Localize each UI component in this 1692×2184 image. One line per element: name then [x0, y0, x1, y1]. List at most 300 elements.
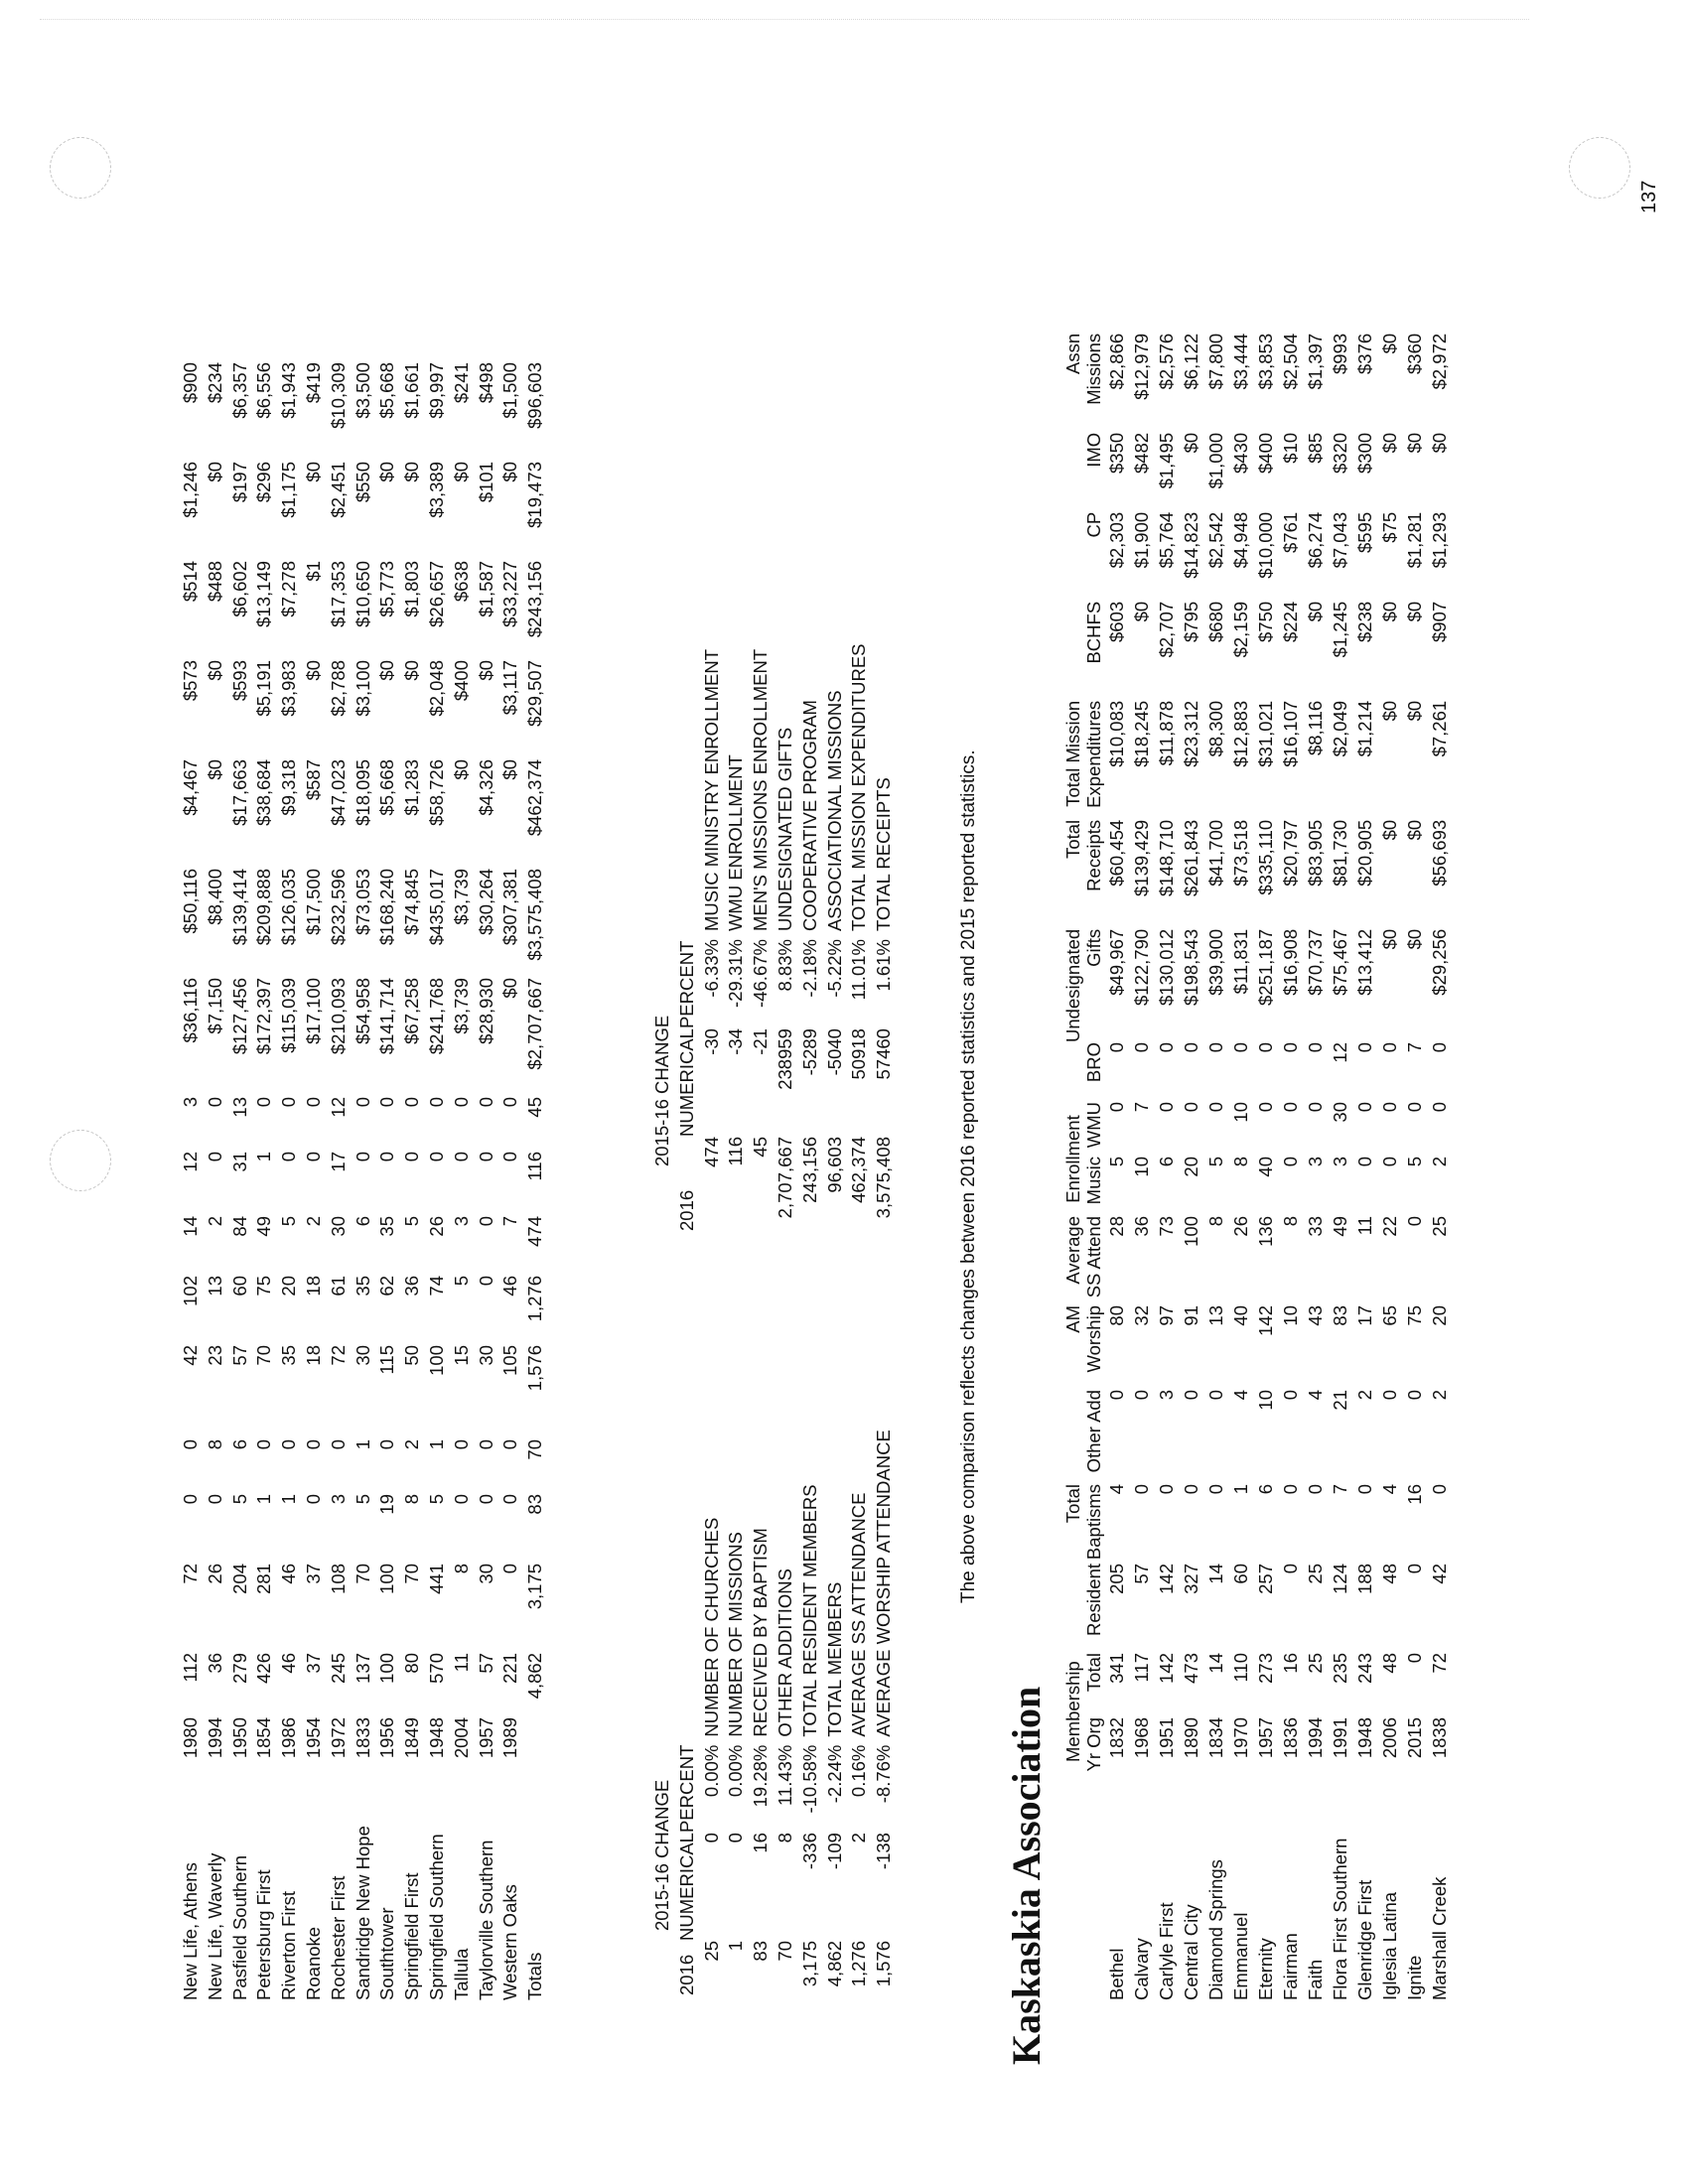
table-cell: 6	[352, 1216, 373, 1227]
table-cell: 2	[302, 1216, 324, 1227]
table-cell: $2,707,667	[524, 978, 546, 1070]
table-cell: $12,979	[1131, 333, 1152, 400]
table-cell: $8,400	[204, 869, 225, 925]
table-cell: 100	[1181, 1216, 1201, 1247]
table-cell: 14	[1205, 1653, 1226, 1674]
summary-row	[823, 572, 848, 1231]
table-cell: 0	[1131, 1042, 1152, 1053]
table-cell: 0	[450, 1494, 472, 1505]
table-cell: 1950	[228, 1717, 250, 1759]
summary-cell: 462,374	[848, 1137, 870, 1203]
table-cell: $198,543	[1181, 928, 1201, 1006]
table-cell: 1	[253, 1494, 275, 1505]
table-cell: 0	[425, 1097, 447, 1108]
column-header: IMO	[1083, 432, 1104, 468]
table-cell: 1980	[180, 1717, 201, 1759]
table-cell: $11,831	[1230, 928, 1251, 995]
table-cell: Springfield Southern	[425, 1834, 447, 2000]
table-cell: 1972	[327, 1717, 349, 1759]
table-cell: 4	[1230, 1390, 1251, 1401]
table-cell: $13,412	[1354, 928, 1375, 996]
table-row	[450, 362, 475, 2000]
table-cell: $7,278	[278, 561, 300, 617]
table-cell: $10,000	[1255, 511, 1276, 579]
table-cell: 0	[1230, 1042, 1251, 1053]
table-row	[302, 362, 327, 2000]
table-cell: 10	[1131, 1157, 1152, 1177]
table-cell: $595	[1354, 511, 1375, 553]
table-cell: 0	[180, 1494, 201, 1505]
table-cell: 0	[1404, 1653, 1425, 1664]
summary-cell: TOTAL RESIDENT MEMBERS	[798, 1484, 820, 1737]
col-header	[675, 1418, 700, 1745]
table-cell: $49,967	[1106, 928, 1127, 996]
table-cell: 1957	[475, 1717, 496, 1759]
summary-cell: -46.67%	[750, 939, 772, 1008]
table-cell: Springfield First	[401, 1872, 423, 2000]
group-header: Assn	[1062, 333, 1083, 374]
table-cell: 441	[425, 1564, 447, 1594]
table-cell: 0	[499, 1097, 521, 1108]
group-header: Total	[1062, 819, 1083, 859]
table-cell: 110	[1230, 1653, 1251, 1683]
table-cell: $6,357	[228, 362, 250, 419]
summary-row	[823, 1418, 848, 1995]
table-cell: $0	[302, 660, 324, 681]
table-cell: $1,500	[499, 362, 521, 419]
table-cell: Marshall Creek	[1429, 1876, 1450, 2000]
table-cell: 35	[376, 1216, 398, 1237]
table-cell: 0	[302, 1097, 324, 1108]
table-cell: $7,261	[1429, 700, 1450, 757]
table-cell: 46	[499, 1276, 521, 1297]
table-cell: $795	[1181, 601, 1201, 642]
table-cell: 1833	[352, 1717, 373, 1759]
table-cell: 5	[425, 1494, 447, 1505]
change-title: 2015-16 CHANGE	[651, 1015, 672, 1166]
table-cell: Sandridge New Hope	[352, 1826, 373, 2000]
table-cell: 0	[450, 1097, 472, 1108]
table-row	[179, 362, 204, 2000]
summary-row	[700, 572, 725, 1231]
table-row	[1303, 334, 1328, 2000]
col-header: 2016	[675, 1189, 697, 1231]
table-cell: $2,048	[425, 660, 447, 717]
table-cell: 4	[1106, 1484, 1127, 1495]
table-row	[1253, 334, 1278, 2000]
table-cell: $17,500	[302, 869, 324, 935]
table-cell: $0	[204, 759, 225, 780]
table-cell: 8	[1230, 1157, 1251, 1167]
column-header: Expenditures	[1083, 700, 1104, 808]
column-header: Receipts	[1083, 819, 1104, 891]
table-cell: $680	[1205, 601, 1226, 642]
table-cell: Rochester First	[327, 1875, 349, 2000]
summary-cell: 1,576	[873, 1941, 895, 1987]
table-cell: 49	[1330, 1216, 1350, 1237]
table-cell: 0	[1354, 1042, 1375, 1053]
column-header: Resident	[1083, 1564, 1104, 1637]
summary-cell: 50918	[848, 1028, 870, 1080]
table-cell: 26	[425, 1216, 447, 1237]
table-cell: 8	[1280, 1216, 1301, 1227]
summary-cell: TOTAL MEMBERS	[823, 1581, 845, 1737]
table-cell: 0	[302, 1494, 324, 1505]
table-cell: $70,737	[1305, 928, 1326, 996]
table-cell: 70	[401, 1564, 423, 1584]
change-summary-finances	[650, 572, 897, 1231]
table-cell: 245	[327, 1653, 349, 1684]
table-cell: 30	[475, 1345, 496, 1366]
summary-cell: -336	[798, 1833, 820, 1870]
summary-cell: 1	[725, 1941, 747, 1952]
table-cell: 0	[1280, 1390, 1301, 1401]
table-cell: 3	[1156, 1390, 1177, 1401]
table-cell: $39,900	[1205, 928, 1226, 996]
table-cell: 0	[1305, 1042, 1326, 1053]
table-cell: Emmanuel	[1230, 1912, 1251, 2000]
table-cell: $168,240	[376, 869, 398, 946]
summary-cell: TOTAL RECEIPTS	[873, 777, 895, 932]
table-cell: $75,467	[1330, 928, 1350, 996]
table-cell: $81,730	[1330, 819, 1350, 887]
table-cell: $0	[1305, 601, 1326, 622]
table-cell: 0	[278, 1152, 300, 1162]
table-row	[252, 362, 277, 2000]
table-cell: $17,100	[302, 978, 324, 1044]
table-cell: 8	[1205, 1216, 1226, 1227]
table-cell: 221	[499, 1653, 521, 1684]
table-cell: Diamond Springs	[1205, 1859, 1226, 2000]
table-cell: 0	[376, 1439, 398, 1450]
table-cell: 0	[352, 1152, 373, 1162]
table-cell: $335,110	[1255, 819, 1276, 895]
table-cell: $241,768	[425, 978, 447, 1055]
table-cell: 0	[1280, 1564, 1301, 1574]
table-cell: $127,456	[228, 978, 250, 1055]
table-cell: $17,663	[228, 759, 250, 826]
table-cell: $6,122	[1181, 333, 1201, 390]
summary-cell: -34	[725, 1028, 747, 1055]
table-cell: $3,575,408	[524, 869, 546, 961]
table-cell: $28,930	[475, 978, 496, 1044]
table-row	[400, 362, 425, 2000]
table-cell: $0	[376, 462, 398, 482]
table-cell: 97	[1156, 1305, 1177, 1326]
table-cell: $7,150	[204, 978, 225, 1034]
table-cell: $400	[450, 660, 472, 702]
table-cell: $1,283	[401, 759, 423, 816]
table-cell: 57	[1131, 1564, 1152, 1584]
table-row	[1104, 334, 1129, 2000]
table-cell: 26	[1230, 1216, 1251, 1237]
table-cell: $3,739	[450, 869, 472, 925]
table-cell: $36,116	[180, 978, 201, 1043]
table-cell: $0	[204, 462, 225, 482]
table-cell: 0	[1156, 1484, 1177, 1495]
table-cell: $2,303	[1106, 511, 1127, 569]
table-cell: Fairman	[1280, 1933, 1301, 2000]
table-cell: 0	[1106, 1042, 1127, 1053]
summary-cell: 116	[725, 1137, 747, 1166]
comparison-note: The above comparison reflects changes between 2016 reported statistics and 2015 reported statistics.	[958, 750, 979, 1603]
table-cell: 1,576	[524, 1345, 546, 1392]
table-cell: 0	[1181, 1484, 1201, 1495]
column-header: Gifts	[1083, 928, 1104, 967]
table-cell: $23,312	[1181, 700, 1201, 767]
table-cell: 6	[228, 1439, 250, 1450]
table-cell: $0	[499, 759, 521, 780]
table-cell: $234	[204, 362, 225, 404]
table-cell: 1954	[302, 1717, 324, 1759]
table-cell: $1,175	[278, 462, 300, 518]
column-header: Missions	[1083, 333, 1104, 405]
table-cell: $13,149	[253, 561, 275, 627]
summary-cell: 8.83%	[774, 939, 795, 992]
summary-row	[700, 1418, 725, 1995]
table-cell: $74,845	[401, 869, 423, 935]
summary-cell: -29.31%	[725, 939, 747, 1008]
table-cell: 5	[401, 1216, 423, 1227]
column-header: Other Add	[1083, 1390, 1104, 1473]
table-cell: 105	[499, 1345, 521, 1376]
table-cell: 60	[228, 1276, 250, 1297]
table-cell: 4,862	[524, 1653, 546, 1700]
table-cell: 0	[1379, 1042, 1400, 1053]
table-cell: 102	[180, 1276, 201, 1306]
table-cell: 570	[425, 1653, 447, 1684]
summary-cell: UNDESIGNATED GIFTS	[774, 727, 795, 932]
table-cell: 142	[1255, 1305, 1276, 1336]
table-cell: 61	[327, 1276, 349, 1297]
table-cell: 0	[499, 1439, 521, 1450]
table-cell: 26	[204, 1564, 225, 1584]
table-cell: 3	[327, 1494, 349, 1505]
table-cell: $73,518	[1230, 819, 1251, 887]
table-cell: 100	[425, 1345, 447, 1376]
table-cell: $3,117	[499, 660, 521, 716]
table-cell: $10,309	[327, 362, 349, 429]
table-cell: 0	[475, 1276, 496, 1287]
table-cell: $7,800	[1205, 333, 1226, 390]
table-row	[1228, 334, 1253, 2000]
table-cell: 25	[1305, 1564, 1326, 1584]
table-cell: 83	[1330, 1305, 1350, 1326]
table-cell: 2006	[1379, 1717, 1400, 1759]
summary-cell: 11.43%	[774, 1744, 795, 1806]
table-cell: $6,556	[253, 362, 275, 419]
table-cell: 12	[1330, 1042, 1350, 1063]
punch-hole	[50, 1130, 111, 1191]
table-cell: $307,381	[499, 869, 521, 946]
summary-cell: 19.28%	[750, 1744, 772, 1808]
table-cell: 243	[1354, 1653, 1375, 1684]
table-cell: $11,878	[1156, 700, 1177, 766]
table-cell: $320	[1330, 432, 1350, 474]
table-cell: $31,021	[1255, 700, 1276, 767]
table-cell: $17,353	[327, 561, 349, 627]
table-cell: 57	[475, 1653, 496, 1674]
table-cell: 30	[352, 1345, 373, 1366]
table-cell: $3,100	[352, 660, 373, 717]
table-cell: 0	[1404, 1102, 1425, 1113]
table-row	[523, 362, 548, 2000]
table-row	[204, 362, 228, 2000]
table-cell: 257	[1255, 1564, 1276, 1594]
column-header: Baptisms	[1083, 1484, 1104, 1561]
summary-cell: 57460	[873, 1028, 895, 1080]
table-cell: $0	[450, 462, 472, 482]
page-number: 137	[1638, 180, 1660, 213]
table-cell: 0	[499, 1152, 521, 1162]
summary-row	[798, 1418, 823, 1995]
table-cell: 0	[1280, 1484, 1301, 1495]
summary-cell: MEN'S MISSIONS ENROLLMENT	[750, 648, 772, 932]
summary-row	[749, 1418, 774, 1995]
table-cell: 10	[1255, 1390, 1276, 1411]
table-cell: 31	[228, 1152, 250, 1172]
table-cell: $14,823	[1181, 511, 1201, 579]
table-cell: $0	[1404, 700, 1425, 722]
summary-row	[798, 572, 823, 1231]
table-cell: Iglesia Latina	[1379, 1891, 1400, 2000]
table-cell: 60	[1230, 1564, 1251, 1584]
table-cell: 0	[1379, 1390, 1400, 1401]
table-cell: 72	[1429, 1653, 1450, 1674]
table-cell: $462,374	[524, 759, 546, 837]
table-cell: $8,116	[1305, 700, 1326, 756]
table-cell: $232,596	[327, 869, 349, 946]
table-cell: 32	[1131, 1305, 1152, 1326]
table-row	[475, 362, 499, 2000]
table-cell: Bethel	[1106, 1948, 1127, 2000]
table-cell: 0	[475, 1494, 496, 1505]
summary-row	[724, 1418, 749, 1995]
table-cell: 17	[327, 1152, 349, 1172]
table-cell: $83,905	[1305, 819, 1326, 887]
table-cell: 23	[204, 1345, 225, 1366]
table-cell: 188	[1354, 1564, 1375, 1594]
table-cell: 100	[376, 1564, 398, 1594]
table-cell: 80	[401, 1653, 423, 1674]
table-cell: 0	[475, 1152, 496, 1162]
table-cell: 0	[1205, 1042, 1226, 1053]
table-cell: $1	[302, 561, 324, 582]
column-header	[1083, 1787, 1104, 2000]
table-cell: $1,246	[180, 462, 201, 518]
table-cell: $2,788	[327, 660, 349, 717]
table-cell: 0	[204, 1097, 225, 1108]
table-cell: 137	[352, 1653, 373, 1684]
summary-cell: 3,175	[798, 1941, 820, 1987]
table-cell: 72	[180, 1564, 201, 1584]
table-cell: $550	[352, 462, 373, 503]
table-cell: $29,256	[1429, 928, 1450, 996]
table-cell: 0	[352, 1097, 373, 1108]
table-cell: $12,883	[1230, 700, 1251, 767]
summary-cell: -8.76%	[873, 1744, 895, 1804]
table-cell: 28	[1106, 1216, 1127, 1237]
change-title: 2015-16 CHANGE	[651, 1779, 672, 1931]
table-cell: 1,276	[524, 1276, 546, 1322]
table-cell: 142	[1156, 1653, 1177, 1684]
table-cell: 17	[1354, 1305, 1375, 1326]
table-cell: 281	[253, 1564, 275, 1594]
column-header: BRO	[1083, 1042, 1104, 1083]
summary-row	[847, 572, 872, 1231]
table-cell: 3	[450, 1216, 472, 1227]
table-cell: 14	[1205, 1564, 1226, 1584]
column-header: Worship	[1083, 1305, 1104, 1373]
summary-cell: -2.18%	[798, 939, 820, 998]
table-cell: 7	[1131, 1102, 1152, 1113]
table-cell: 8	[401, 1494, 423, 1505]
table-cell: 20	[1181, 1157, 1201, 1177]
table-cell: 1832	[1106, 1717, 1127, 1759]
table-cell: 7	[1330, 1484, 1350, 1495]
table-cell: $20,797	[1280, 819, 1301, 887]
table-cell: 37	[302, 1653, 324, 1674]
table-cell: $16,908	[1280, 928, 1301, 996]
summary-cell: 25	[700, 1941, 722, 1962]
group-header: Total Mission	[1062, 700, 1083, 807]
table-cell: $5,668	[376, 759, 398, 816]
summary-row	[774, 1418, 798, 1995]
table-cell: 1968	[1131, 1717, 1152, 1759]
table-cell: Faith	[1305, 1959, 1326, 2000]
summary-cell: WMU ENROLLMENT	[725, 754, 747, 932]
table-cell: $0	[450, 759, 472, 780]
table-cell: $0	[401, 462, 423, 482]
table-cell: 1854	[253, 1717, 275, 1759]
table-cell: $141,714	[376, 978, 398, 1055]
table-cell: 1970	[1230, 1717, 1251, 1759]
table-cell: 0	[1305, 1484, 1326, 1495]
table-cell: $400	[1255, 432, 1276, 474]
table-cell: 80	[1106, 1305, 1127, 1326]
table-cell: 0	[253, 1097, 275, 1108]
group-header: Average	[1062, 1216, 1083, 1285]
table-cell: 112	[180, 1653, 201, 1683]
table-cell: $60,454	[1106, 819, 1127, 887]
table-cell: $0	[1379, 432, 1400, 454]
table-cell: 1838	[1429, 1717, 1450, 1759]
column-header: BCHFS	[1083, 601, 1104, 664]
column-header: CP	[1083, 511, 1104, 538]
table-cell: 0	[1181, 1102, 1201, 1113]
table-cell: 0	[401, 1097, 423, 1108]
table-cell: 0	[1156, 1042, 1177, 1053]
table-cell: 40	[1230, 1305, 1251, 1326]
table-cell: 0	[1404, 1390, 1425, 1401]
table-cell: $3,389	[425, 462, 447, 518]
table-cell: $1,000	[1205, 432, 1226, 489]
table-cell: 1956	[376, 1717, 398, 1759]
table-cell: $3,739	[450, 978, 472, 1034]
table-cell: 0	[1280, 1157, 1301, 1167]
table-cell: $0	[499, 978, 521, 999]
table-cell: $122,790	[1131, 928, 1152, 1006]
table-cell: $0	[1379, 333, 1400, 354]
table-cell: $900	[180, 362, 201, 404]
summary-cell: 1.61%	[873, 939, 895, 992]
summary-cell: 1,276	[848, 1941, 870, 1987]
table-cell: 65	[1379, 1305, 1400, 1326]
table-cell: 0	[1354, 1102, 1375, 1113]
table-cell: 50	[401, 1345, 423, 1366]
table-row	[1328, 334, 1352, 2000]
scan-edge	[40, 18, 1529, 20]
